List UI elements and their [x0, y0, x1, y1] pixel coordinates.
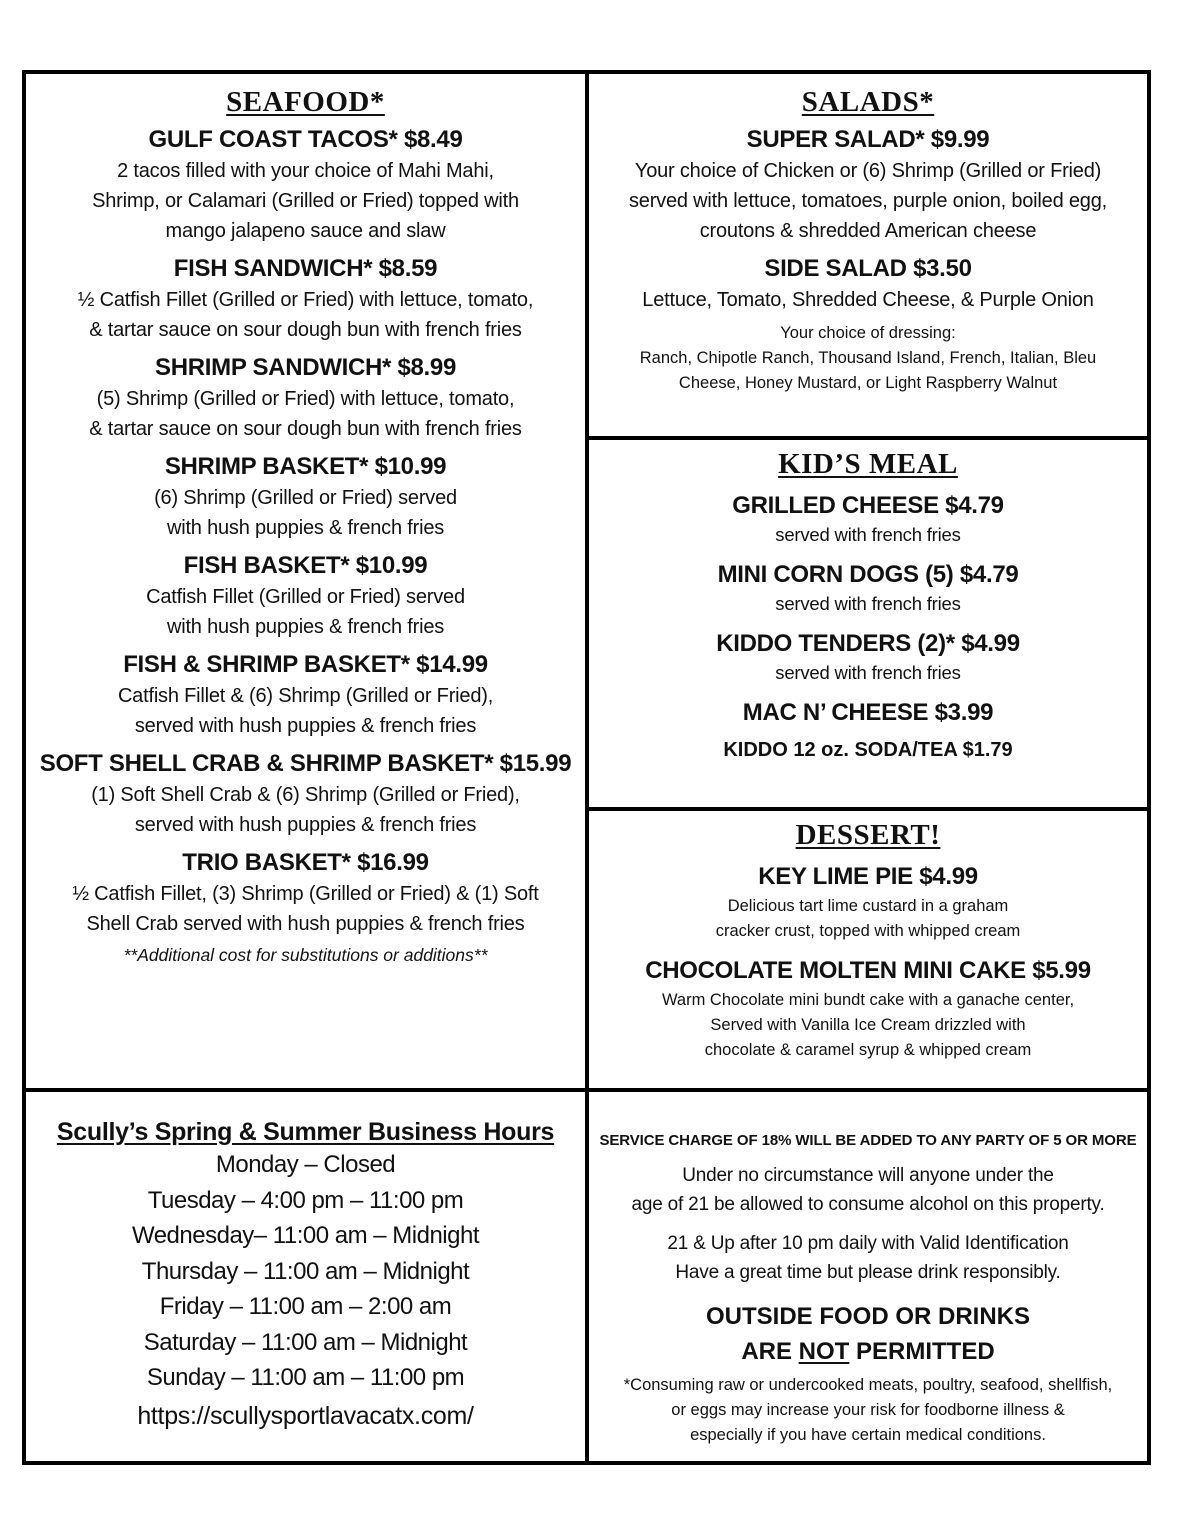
hours-line: Saturday – 11:00 am – Midnight — [143, 1328, 468, 1356]
dressing-line: Ranch, Chipotle Ranch, Thousand Island, French, Italian, Bleu — [639, 349, 1097, 367]
warning-line: or eggs may increase your risk for foodborne illness & — [671, 1401, 1065, 1419]
seafood-section — [22, 70, 589, 1092]
menu-item — [26, 252, 585, 345]
kids-meal-title: KID’S MEAL — [778, 448, 958, 480]
item-desc-line: served with french fries — [775, 593, 961, 614]
age-notice-line: Have a great time but please drink responsibly. — [675, 1262, 1061, 1283]
item-name: GULF COAST TACOS* $8.49 — [148, 126, 463, 153]
menu-item — [589, 954, 1147, 1063]
alcohol-notice — [589, 1161, 1147, 1219]
item-desc-line: croutons & shredded American cheese — [699, 220, 1037, 242]
menu-item — [26, 648, 585, 741]
salads-title: SALADS* — [801, 86, 935, 118]
item-name: GRILLED CHEESE $4.79 — [732, 492, 1004, 519]
service-charge-notice: SERVICE CHARGE OF 18% WILL BE ADDED TO ANY PARTY OF 5 OR MORE — [599, 1132, 1137, 1149]
item-name: CHOCOLATE MOLTEN MINI CAKE $5.99 — [645, 957, 1091, 984]
item-name: SHRIMP SANDWICH* $8.99 — [154, 354, 457, 381]
item-desc-line: & tartar sauce on sour dough bun with french fries — [89, 418, 522, 440]
substitution-note: **Additional cost for substitutions or additions** — [123, 945, 488, 965]
policy-notices-section — [585, 1088, 1151, 1465]
dessert-title: DESSERT! — [795, 819, 941, 851]
item-desc-line: (6) Shrimp (Grilled or Fried) served — [154, 487, 457, 509]
item-name: FISH BASKET* $10.99 — [183, 552, 428, 579]
age-notice-line: 21 & Up after 10 pm daily with Valid Identification — [667, 1233, 1069, 1254]
item-desc-line: Your choice of Chicken or (6) Shrimp (Grilled or Fried) — [634, 160, 1102, 182]
hours-line: Sunday – 11:00 am – 11:00 pm — [146, 1364, 465, 1391]
menu-item — [589, 489, 1147, 548]
menu-item — [26, 351, 585, 444]
website-url: https://scullysportlavacatx.com/ — [137, 1401, 474, 1430]
menu-item — [26, 549, 585, 642]
menu-item — [589, 860, 1147, 944]
item-desc-line: served with french fries — [775, 662, 961, 683]
age-notice — [589, 1229, 1147, 1287]
item-name: SOFT SHELL CRAB & SHRIMP BASKET* $15.99 — [39, 750, 572, 777]
item-desc-line: served with french fries — [775, 524, 961, 545]
item-desc-line: ½ Catfish Fillet, (3) Shrimp (Grilled or Fried) & (1) Soft — [72, 883, 539, 905]
item-name: FISH SANDWICH* $8.59 — [173, 255, 438, 282]
hours-line: Monday – Closed — [215, 1151, 396, 1178]
item-name: FISH & SHRIMP BASKET* $14.99 — [123, 651, 488, 678]
item-desc-line: Catfish Fillet & (6) Shrimp (Grilled or Fried), — [117, 685, 494, 707]
item-name: SHRIMP BASKET* $10.99 — [164, 453, 447, 480]
hours-line: Wednesday– 11:00 am – Midnight — [131, 1222, 479, 1249]
menu-item — [589, 627, 1147, 686]
outside-food-notice — [589, 1299, 1147, 1369]
menu-item — [26, 123, 585, 246]
hours-line: Friday – 11:00 am – 2:00 am — [159, 1293, 452, 1320]
menu-item — [26, 747, 585, 840]
hours-line: Tuesday – 4:00 pm – 11:00 pm — [147, 1186, 464, 1214]
kids-drink: KIDDO 12 oz. SODA/TEA $1.79 — [723, 739, 1013, 761]
item-name: MAC N’ CHEESE $3.99 — [742, 699, 994, 726]
item-desc-line: mango jalapeno sauce and slaw — [165, 220, 446, 242]
business-hours-title: Scully’s Spring & Summer Business Hours — [56, 1118, 555, 1146]
alcohol-notice-line: age of 21 be allowed to consume alcohol on this property. — [631, 1194, 1105, 1215]
warning-line: *Consuming raw or undercooked meats, poultry, seafood, shellfish, — [623, 1376, 1113, 1394]
menu-item — [589, 123, 1147, 246]
item-desc-line: (1) Soft Shell Crab & (6) Shrimp (Grilled or Fried), — [91, 784, 520, 806]
item-desc-line: Served with Vanilla Ice Cream drizzled with — [710, 1016, 1026, 1034]
item-desc-line: Warm Chocolate mini bundt cake with a ganache center, — [661, 991, 1075, 1009]
item-desc-line: with hush puppies & french fries — [166, 517, 445, 539]
outside-food-line: OUTSIDE FOOD OR DRINKS — [705, 1303, 1030, 1330]
item-name: KIDDO TENDERS (2)* $4.99 — [716, 630, 1020, 657]
alcohol-notice-line: Under no circumstance will anyone under the — [682, 1165, 1054, 1186]
item-name: SUPER SALAD* $9.99 — [746, 126, 990, 153]
menu-item — [26, 846, 585, 939]
item-name: KEY LIME PIE $4.99 — [758, 863, 978, 890]
raw-food-warning — [589, 1373, 1147, 1448]
dressing-options — [589, 321, 1147, 396]
item-name: MINI CORN DOGS (5) $4.79 — [717, 561, 1019, 588]
dressing-line: Your choice of dressing: — [780, 324, 956, 342]
item-desc-line: Delicious tart lime custard in a graham — [727, 897, 1009, 915]
item-desc-line: 2 tacos filled with your choice of Mahi Mahi, — [117, 160, 494, 182]
outside-food-line — [589, 1334, 1147, 1369]
salads-section — [585, 70, 1151, 440]
item-desc-line: Catfish Fillet (Grilled or Fried) served — [146, 586, 465, 608]
warning-line: especially if you have certain medical conditions. — [690, 1426, 1046, 1444]
item-desc-line: served with hush puppies & french fries — [134, 814, 477, 836]
business-hours-section — [22, 1088, 589, 1465]
menu-item — [589, 696, 1147, 729]
outside-pre: ARE — [741, 1338, 799, 1365]
item-desc-line: with hush puppies & french fries — [166, 616, 445, 638]
dressing-line: Cheese, Honey Mustard, or Light Raspberry Walnut — [678, 374, 1058, 392]
menu-item — [589, 252, 1147, 315]
item-desc-line: served with hush puppies & french fries — [134, 715, 477, 737]
item-desc-line: chocolate & caramel syrup & whipped cream — [704, 1041, 1032, 1059]
item-desc-line: & tartar sauce on sour dough bun with french fries — [89, 319, 522, 341]
menu-item — [26, 450, 585, 543]
item-desc-line: served with lettuce, tomatoes, purple onion, boiled egg, — [629, 190, 1107, 212]
item-desc-line: cracker crust, topped with whipped cream — [715, 922, 1021, 940]
item-desc-line: Shell Crab served with hush puppies & french fries — [86, 913, 525, 935]
item-desc-line: Lettuce, Tomato, Shredded Cheese, & Purple Onion — [642, 289, 1094, 311]
outside-post: PERMITTED — [849, 1338, 995, 1365]
hours-line: Thursday – 11:00 am – Midnight — [141, 1257, 470, 1285]
item-name: TRIO BASKET* $16.99 — [182, 849, 429, 876]
dessert-section — [585, 807, 1151, 1092]
item-desc-line: (5) Shrimp (Grilled or Fried) with lettuce, tomato, — [96, 388, 515, 410]
kids-meal-section — [585, 436, 1151, 811]
not-emphasis: NOT — [798, 1338, 850, 1365]
seafood-title: SEAFOOD* — [226, 86, 385, 118]
item-name: SIDE SALAD $3.50 — [764, 255, 972, 282]
item-desc-line: ½ Catfish Fillet (Grilled or Fried) with lettuce, tomato, — [77, 289, 534, 311]
menu-item — [589, 558, 1147, 617]
item-desc-line: Shrimp, or Calamari (Grilled or Fried) topped with — [92, 190, 519, 212]
